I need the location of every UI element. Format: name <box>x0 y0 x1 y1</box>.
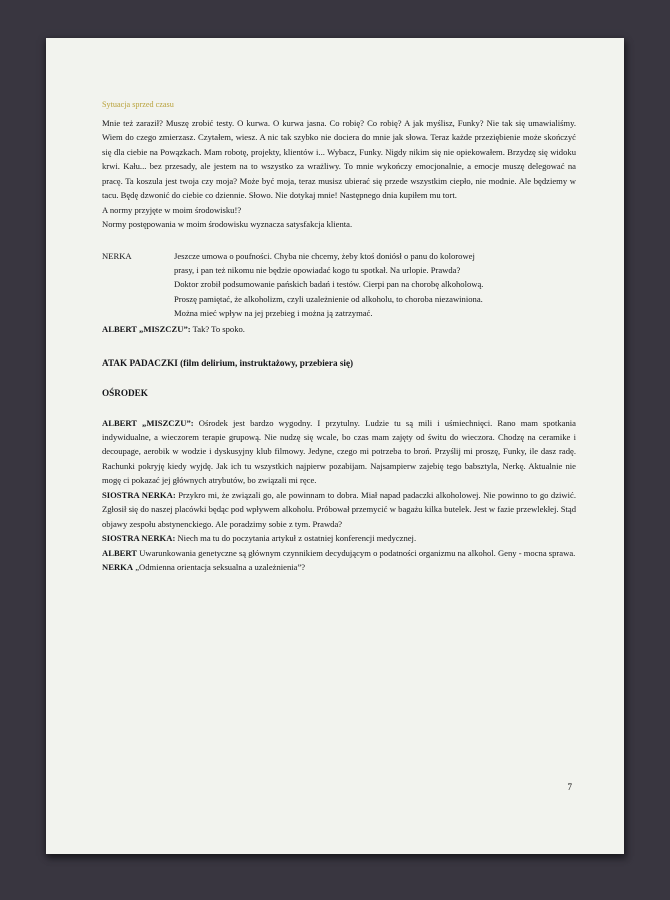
speech-text: Ośrodek jest bardzo wygodny. I przytulny. Ludzie tu są mili i uśmiechnięci. Rano mam spotkania indywidualne, a wieczorem terapie grupową. Nie nudzę się wcale, bo czas mam zajęty od świtu do wieczora. Chodzę na ceramike i decoupage, aerobik w wodzie i dyskusyjny klub filmowy. Jedyne, czego mi potrzeba to broń. Przyślij mi proszę, Funky, ile dasz radę. Rachunki pokryję kiedy wyjdę. Jak ich tu wszystkich najpierw pozabijam. Najsampierw zajebię tego babsztyla, Nerkę. Aktualnie nie mogę ci pokazać jej głównych atrybutów, bo związali mi ręce. <box>102 417 576 486</box>
dialogue-line: Można mieć wpływ na jej przebieg i można ją zatrzymać. <box>174 308 373 319</box>
spacer <box>102 371 576 386</box>
section-heading-atak: ATAK PADACZKI (film delirium, instruktażowy, przebiera się) <box>102 358 354 369</box>
page-number: 7 <box>567 782 572 792</box>
page-content <box>46 38 624 854</box>
paragraph-3: Normy postępowania w moim środowisku wyznacza satysfakcja klienta. <box>102 219 353 230</box>
section-heading-osrodek: OŚRODEK <box>102 387 148 398</box>
dialogue-block-nerka <box>102 249 576 321</box>
reply-text: Tak? To spoko. <box>192 323 245 334</box>
scene-note: Sytuacja sprzed czasu <box>102 100 174 109</box>
dialogue-text <box>174 249 576 321</box>
speech-text: „Odmienna orientacja seksualna a uzależnienia”? <box>135 561 306 572</box>
dialogue-speaker: NERKA <box>102 250 132 261</box>
spacer <box>102 401 576 416</box>
speech-text: Niech ma tu do poczytania artykuł z ostatniej konferencji medycznej. <box>177 533 417 544</box>
dialogue-line: Jeszcze umowa o poufności. Chyba nie chcemy, żeby ktoś doniósł o panu do kolorowej <box>174 250 475 261</box>
document-page <box>46 38 624 854</box>
dialogue-line: Proszę pamiętać, że alkoholizm, czyli uzależnienie od alkoholu, to choroba niezawiniona. <box>174 293 483 304</box>
speech-text: Przykro mi, że związali go, ale powinnam to dobra. Miał napad padaczki alkoholowej. Nie powinno to go dziwić. Zgłosił się do naszej placówki będąc pod wpływem alkoholu. Próbował przemycić w bagażu kilka butelek. Jest w fazie przewlekłej. Stąd objawy zespołu abstynenckiego. Ale poradzimy sobie z tym. Prawda? <box>102 489 576 529</box>
speech-albert-1 <box>102 416 576 488</box>
paragraph-1: Mnie też zaraził? Muszę zrobić testy. O kurwa. O kurwa jasna. Co robię? Co robię? A jak myślisz, Funky? Nie tak się umawialiśmy. Wiem do czego zmierzasz. Czytałem, wiesz. A nic tak szybko nie dociera do mnie jak słowa. Teraz każde przeziębienie może skończyć się dla ciebie na Powązkach. Mam robotę, projekty, klientów i... Wybacz, Funky. Nigdy nikim się nie opiekowałem. Brzydzę się widoku krwi. Kału... bez przesady, ale jestem na to wszystko za wrażliwy. To mnie wykończy emocjonalnie, a emocje muszę delegować na pracę. Ta koszula jest twoja czy moja? Może być moja, teraz musisz ubierać się przede wszystkim ciepło, nie modnie. Ale będziemy w tacu. Będę dzwonić do ciebie co dziennie. Słowo. Nie dotykaj mnie! Następnego dnia kupiłem mu tort. <box>102 118 576 201</box>
speech-siostra-nerka-2 <box>102 531 576 545</box>
speech-speaker: SIOSTRA NERKA: <box>102 533 176 544</box>
spacer <box>102 336 576 356</box>
spacer <box>102 232 576 247</box>
dialogue-line: prasy, i pan też nikomu nie będzie opowiadać kogo tu spotkał. Na urlopie. Prawda? <box>174 264 461 275</box>
dialogue-reply <box>102 322 576 336</box>
speech-speaker: ALBERT <box>102 547 138 558</box>
speech-nerka-2 <box>102 560 576 574</box>
speech-speaker: ALBERT „MISZCZU”: <box>102 417 194 428</box>
dialogue-line: Doktor zrobił podsumowanie pańskich badań i testów. Cierpi pan na chorobę alkoholową. <box>174 279 484 290</box>
paragraph-2: A normy przyjęte w moim środowisku!? <box>102 204 242 215</box>
speech-speaker: SIOSTRA NERKA: <box>102 489 176 500</box>
speech-albert-2 <box>102 546 576 560</box>
reply-speaker: ALBERT „MISZCZU”: <box>102 323 191 334</box>
speech-text: Uwarunkowania genetyczne są głównym czynnikiem decydującym o podatności organizmu na alkohol. Geny - mocna sprawa. <box>139 547 576 558</box>
speech-speaker: NERKA <box>102 561 134 572</box>
speech-siostra-nerka-1 <box>102 488 576 531</box>
